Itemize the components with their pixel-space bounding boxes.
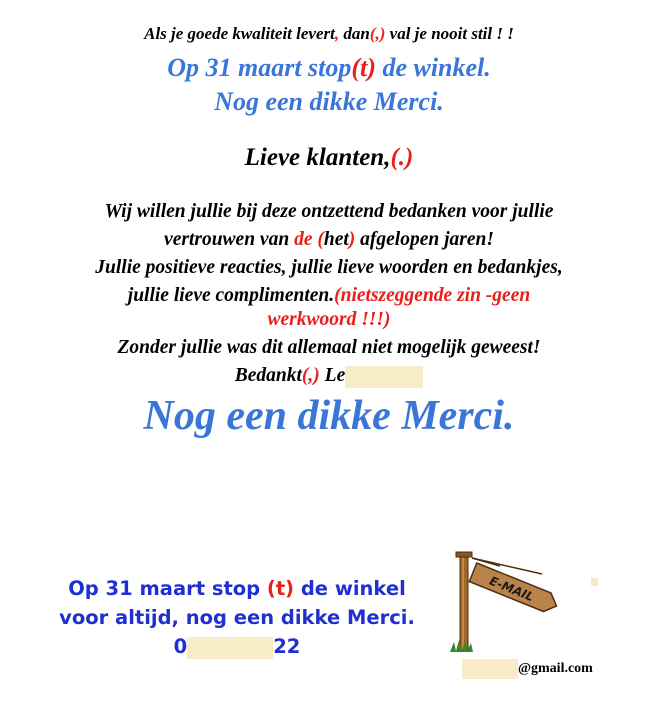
- body-line-2-e: afgelopen jaren!: [355, 229, 494, 250]
- redacted-name: [345, 366, 423, 388]
- small-redaction: [591, 578, 598, 586]
- body-line-2: [0, 229, 658, 251]
- headline-text-a: Op 31 maart stop: [167, 53, 352, 82]
- body-line-4: [0, 285, 658, 307]
- footer-block: [32, 574, 442, 661]
- email-signpost-icon[interactable]: [442, 548, 572, 663]
- intro-comma: ,: [334, 24, 340, 43]
- body-correction-paren: ): [348, 229, 356, 250]
- headline-line-1: [0, 53, 658, 83]
- greeting-text: Lieve klanten,: [244, 144, 391, 171]
- redacted-email-user: [462, 659, 518, 679]
- body-line-2-a: vertrouwen van: [164, 229, 295, 250]
- signature-start: Le: [319, 365, 346, 386]
- intro-text-a: Als je goede kwaliteit levert: [144, 24, 335, 43]
- thanks-text: Bedankt: [234, 365, 302, 386]
- body-line-7: [0, 365, 658, 388]
- body-correction-note: (nietszeggende zin -geen: [334, 285, 531, 306]
- greeting-correction: (.): [390, 144, 414, 171]
- body-line-3: Jullie positieve reacties, jullie lieve woorden en bedankjes,: [95, 257, 563, 278]
- sign-label: E-MAIL: [487, 573, 536, 605]
- headline-line-2: Nog een dikke Merci.: [214, 87, 444, 116]
- body-line-1: Wij willen jullie bij deze ontzettend bedanken voor jullie: [104, 201, 554, 222]
- email-domain: @gmail.com: [518, 661, 593, 677]
- greeting: [0, 144, 658, 172]
- footer-line-1: [32, 574, 442, 603]
- body-line-6: Zonder jullie was dit allemaal niet mogelijk geweest!: [117, 337, 541, 358]
- body-line-2-het: het: [323, 229, 349, 250]
- footer-line-2: voor altijd, nog een dikke Merci.: [59, 606, 415, 629]
- intro-text-c: dan: [339, 24, 370, 43]
- intro-line: [0, 24, 658, 44]
- big-merci-heading: Nog een dikke Merci.: [143, 393, 515, 439]
- headline-correction: (t): [351, 53, 376, 82]
- footer-line-1-c: de winkel: [294, 577, 406, 600]
- footer-correction: (t): [266, 577, 295, 600]
- phone-end: 22: [273, 635, 301, 658]
- intro-text-e: val je nooit stil ! !: [385, 24, 514, 43]
- footer-phone: [32, 632, 442, 661]
- thanks-correction: (,): [301, 365, 320, 386]
- body-correction-de: de (: [294, 229, 324, 250]
- phone-start: 0: [173, 635, 188, 658]
- body-correction-note-2: werkwoord !!!): [267, 309, 391, 330]
- redacted-phone: [187, 637, 273, 659]
- headline-text-c: de winkel.: [375, 53, 491, 82]
- email-address[interactable]: [462, 659, 593, 679]
- body-line-4-a: jullie lieve complimenten.: [127, 285, 335, 306]
- footer-line-1-a: Op 31 maart stop: [68, 577, 267, 600]
- intro-correction: (,): [369, 24, 386, 43]
